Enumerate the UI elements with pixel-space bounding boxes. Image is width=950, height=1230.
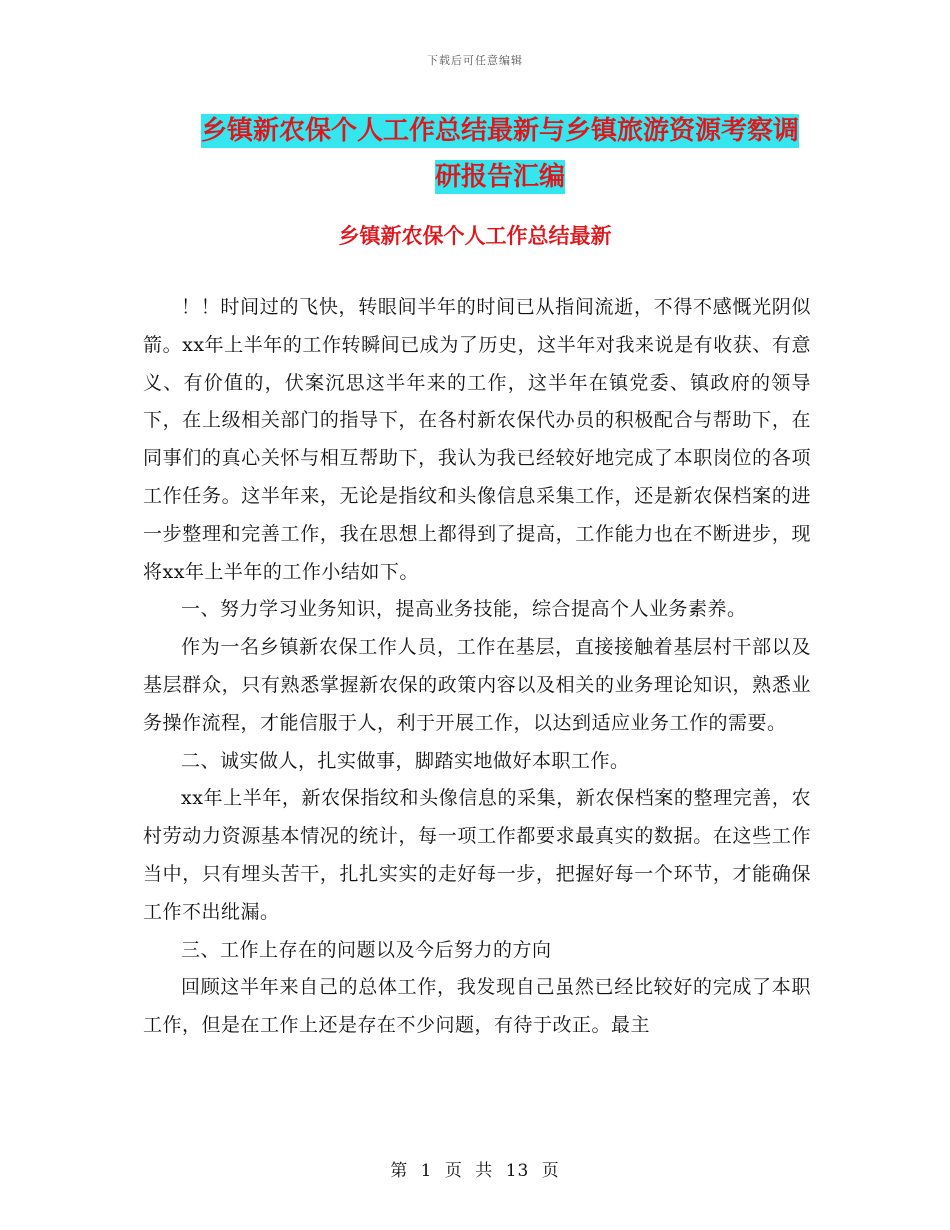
body-text bbox=[143, 289, 811, 1045]
paragraph-point-3-body: 回顾这半年来自己的总体工作，我发现自己虽然已经比较好的完成了本职工作，但是在工作上还是存在不少问题，有待于改正。最主 bbox=[143, 976, 811, 1037]
paragraph-point-2-body: xx年上半年，新农保指纹和头像信息的采集，新农保档案的整理完善，农村劳动力资源基本情况的统计，每一项工作都要求最真实的数据。在这些工作当中，只有埋头苦干，扎扎实实的走好每一步，把握好每一个环节，才能确保工作不出纰漏。 bbox=[143, 787, 811, 923]
paragraph-point-1-heading: 一、努力学习业务知识，提高业务技能，综合提高个人业务素养。 bbox=[181, 598, 747, 621]
document-title bbox=[150, 108, 850, 200]
paragraph-point-3-heading: 三、工作上存在的问题以及今后努力的方向 bbox=[181, 938, 552, 961]
paragraph-point-1-body: 作为一名乡镇新农保工作人员，工作在基层，直接接触着基层村干部以及基层群众，只有熟悉掌握新农保的政策内容以及相关的业务理论知识，熟悉业务操作流程，才能信服于人，利于开展工作，以达到适应业务工作的需要。 bbox=[143, 636, 811, 734]
footer-total-prefix: 共 bbox=[475, 1161, 494, 1181]
document-title-line-1: 乡镇新农保个人工作总结最新与乡镇旅游资源考察调 bbox=[200, 116, 799, 146]
footer-prefix: 第 bbox=[390, 1161, 409, 1181]
page-footer bbox=[0, 1156, 950, 1181]
footer-total-pages: 13 bbox=[505, 1161, 530, 1181]
footer-total-unit: 页 bbox=[541, 1161, 560, 1181]
section-heading: 乡镇新农保个人工作总结最新 bbox=[338, 224, 612, 248]
header-note: 下载后可任意编辑 bbox=[427, 54, 523, 67]
footer-page-unit: 页 bbox=[444, 1161, 463, 1181]
document-title-line-2: 研报告汇编 bbox=[434, 162, 565, 192]
paragraph-point-2-heading: 二、诚实做人，扎实做事，脚踏实地做好本职工作。 bbox=[181, 749, 630, 772]
paragraph-intro: ！！时间过的飞快，转眼间半年的时间已从指间流逝，不得不感慨光阴似箭。xx年上半年的工作转瞬间已成为了历史，这半年对我来说是有收获、有意义、有价值的，伏案沉思这半年来的工作，这半年在镇党委、镇政府的领导下，在上级相关部门的指导下，在各村新农保代办员的积极配合与帮助下，在同事们的真心关怀与相互帮助下，我认为我已经较好地完成了本职岗位的各项工作任务。这半年来，无论是指纹和头像信息采集工作，还是新农保档案的进一步整理和完善工作，我在思想上都得到了提高，工作能力也在不断进步，现将xx年上半年的工作小结如下。 bbox=[143, 296, 811, 583]
footer-page-number: 1 bbox=[420, 1161, 433, 1181]
